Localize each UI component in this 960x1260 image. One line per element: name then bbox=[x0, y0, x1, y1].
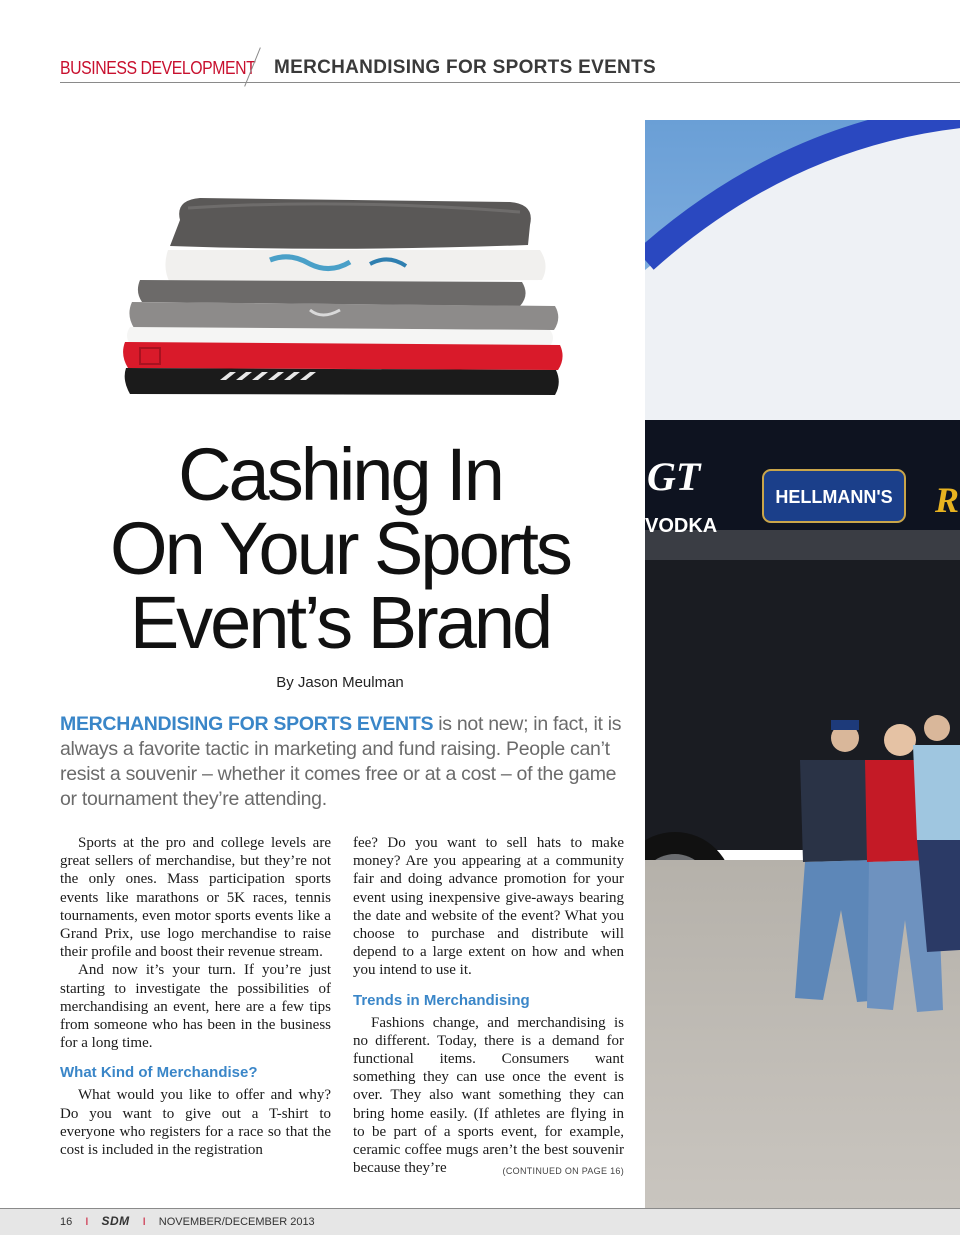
paragraph-text: Fashions change, and merchandising is no different. Today, there is a demand for functional items. Consumers want something they can use once the event is over. They also want something they can bring home easily. (If athletes are flying in to be part of a sports event, for example, ceramic coffee mugs aren’t the best souvenir because they’re bbox=[353, 1014, 624, 1177]
body-column-1 bbox=[60, 834, 331, 1159]
event-photo bbox=[645, 120, 960, 1208]
paragraph bbox=[353, 1014, 624, 1178]
section-topic: MERCHANDISING FOR SPORTS EVENTS bbox=[274, 57, 656, 78]
tshirt-stack-image bbox=[110, 180, 570, 405]
banner-gt-text: GT bbox=[647, 454, 701, 499]
title-line-1: Cashing In bbox=[178, 433, 502, 516]
title-line-3: Event’s Brand bbox=[129, 581, 551, 664]
page-number: 16 bbox=[60, 1216, 73, 1228]
magazine-logo: SDM bbox=[101, 1214, 130, 1228]
intro-paragraph bbox=[60, 712, 626, 812]
body-column-2 bbox=[353, 834, 624, 1180]
paragraph: And now it’s your turn. If you’re just starting to investigate the possibilities of merchandising an event, here are a few tips from someone who has been in the business for a long time. bbox=[60, 962, 331, 1052]
footer-separator: I bbox=[142, 1216, 146, 1228]
paragraph: fee? Do you want to sell hats to make money? Are you appearing at a community fair and doing advance promotion for your event using inexpensive give-aways bearing the date and website of the event? What you choose to purchase and distribute will depend to a large extent on how and when you intend to use it. bbox=[353, 835, 624, 979]
continued-link[interactable]: (CONTINUED ON PAGE 16) bbox=[502, 1166, 624, 1177]
footer bbox=[60, 1214, 315, 1228]
banner-vodka-text: VODKA bbox=[645, 515, 718, 537]
banner-hellmanns-text: HELLMANN'S bbox=[775, 487, 893, 507]
article-title bbox=[40, 433, 640, 664]
paragraph: Sports at the pro and college levels are great sellers of merchandise, but they’re not the only ones. Mass participation sports events like marathons or 5K races, tennis tournaments, even motor sports events like a Grand Prix, use logo merchandise to raise their profile and boost their revenue stream. bbox=[60, 835, 331, 961]
banner-r-text: R bbox=[935, 480, 960, 520]
paragraph: What would you like to offer and why? Do you want to give out a T-shirt to everyone who registers for a race so that the cost is included in the registration bbox=[60, 1087, 331, 1159]
byline: By Jason Meulman bbox=[276, 674, 404, 691]
intro-text: is not new; in fact, it is always a favorite tactic in marketing and fund raising. People can’t resist a souvenir – whether it comes free or at a cost – of the game or tournament they’re attending. bbox=[60, 713, 622, 810]
title-line-2: On Your Sports bbox=[110, 507, 570, 590]
subheading-merchandise: What Kind of Merchandise? bbox=[60, 1064, 258, 1082]
footer-separator: I bbox=[85, 1216, 89, 1228]
subheading-trends: Trends in Merchandising bbox=[353, 991, 530, 1009]
issue-date: NOVEMBER/DECEMBER 2013 bbox=[158, 1216, 315, 1228]
header-rule bbox=[60, 82, 960, 83]
intro-lead: MERCHANDISING FOR SPORTS EVENTS bbox=[60, 713, 434, 735]
section-label: BUSINESS DEVELOPMENT bbox=[60, 58, 256, 78]
